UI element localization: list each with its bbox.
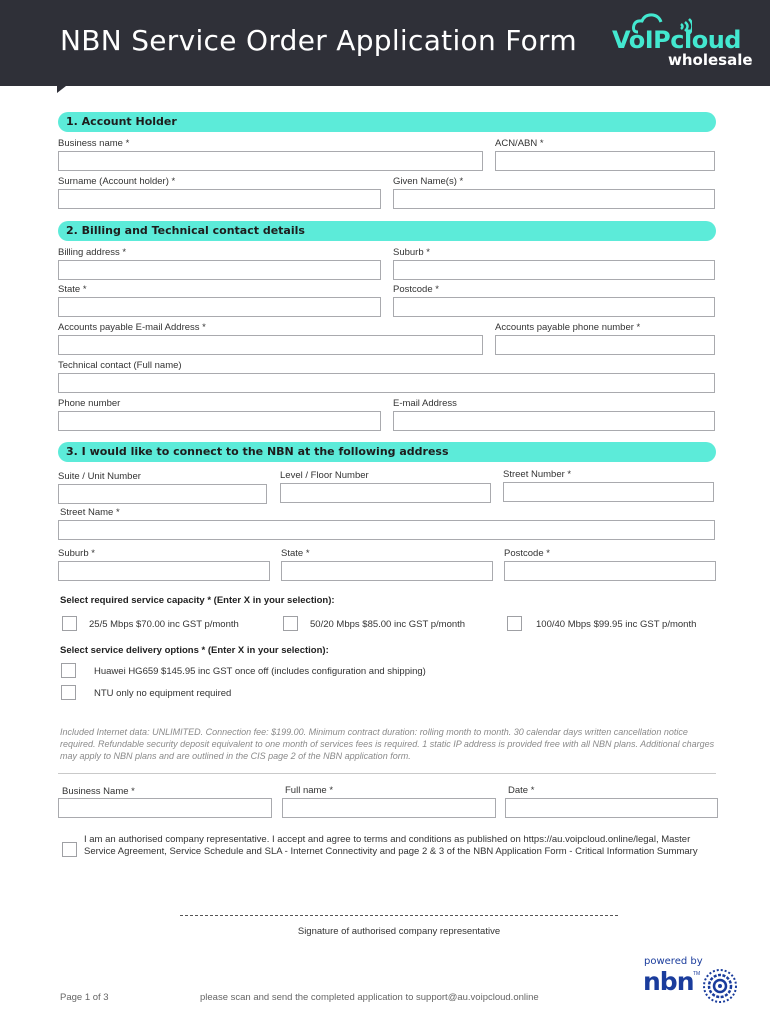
given-names-field[interactable]: [393, 189, 715, 209]
signature-label: Signature of authorised company representative: [297, 926, 501, 937]
billing-suburb-label: Suburb *: [393, 247, 430, 258]
capacity-50-label: 50/20 Mbps $85.00 inc GST p/month: [310, 619, 466, 630]
delivery-ntu-label: NTU only no equipment required: [94, 688, 232, 699]
section-billing-technical: 2. Billing and Technical contact details: [58, 221, 716, 241]
header-fold-mark: [57, 86, 66, 93]
signoff-full-name-label: Full name *: [285, 785, 334, 796]
surname-label: Surname (Account holder) *: [58, 176, 176, 187]
phone-field[interactable]: [58, 411, 381, 431]
capacity-50-checkbox[interactable]: [283, 616, 298, 631]
agreement-checkbox[interactable]: [62, 842, 77, 857]
capacity-heading: Select required service capacity * (Enter X in your selection):: [60, 595, 335, 606]
billing-state-label: State *: [58, 284, 87, 295]
ap-email-field[interactable]: [58, 335, 483, 355]
plan-terms-note: Included Internet data: UNLIMITED. Connection fee: $199.00. Minimum contract duration: rolling month to month. 30 calendar days written cancellation notice required. Refundable security deposit equivalent to one month of services fees is required. 1 static IP address is provided free with all NBN plans. Additional charges may apply to NBN plans and are outlined in the CIS page 2 of the NBN application form.: [60, 727, 715, 761]
delivery-ntu-checkbox[interactable]: [61, 685, 76, 700]
logo-text-wholesale: wholesale: [668, 51, 753, 69]
business-name-label: Business name *: [58, 138, 130, 149]
address-state-label: State *: [281, 548, 310, 559]
nbn-trademark: TM: [693, 971, 701, 977]
capacity-25-checkbox[interactable]: [62, 616, 77, 631]
tech-contact-label: Technical contact (Full name): [58, 360, 182, 371]
street-number-label: Street Number *: [503, 469, 572, 480]
given-names-label: Given Name(s) *: [393, 176, 464, 187]
signoff-date-label: Date *: [508, 785, 535, 796]
capacity-25-label: 25/5 Mbps $70.00 inc GST p/month: [89, 619, 239, 630]
page-header: [0, 0, 770, 86]
ap-email-label: Accounts payable E-mail Address *: [58, 322, 206, 333]
delivery-huawei-checkbox[interactable]: [61, 663, 76, 678]
signoff-date-field[interactable]: [505, 798, 718, 818]
nbn-wordmark: nbn: [643, 967, 694, 996]
level-label: Level / Floor Number: [280, 470, 369, 481]
suite-label: Suite / Unit Number: [58, 471, 141, 482]
signoff-business-name-label: Business Name *: [62, 786, 135, 797]
billing-suburb-field[interactable]: [393, 260, 715, 280]
capacity-100-checkbox[interactable]: [507, 616, 522, 631]
signoff-full-name-field[interactable]: [282, 798, 496, 818]
powered-by-text: powered by: [644, 956, 703, 967]
street-number-field[interactable]: [503, 482, 714, 502]
agreement-text: I am an authorised company representative. I accept and agree to terms and conditions as published on https://au.voipcloud.online/legal, Master Service Agreement, Service Schedule and SLA - Internet Connectivity and page 2 & 3 of the NBN Application Form - Critical Information Summary: [84, 834, 698, 857]
street-name-label: Street Name *: [60, 507, 120, 518]
ap-phone-label: Accounts payable phone number *: [495, 322, 641, 333]
level-field[interactable]: [280, 483, 491, 503]
delivery-heading: Select service delivery options * (Enter X in your selection):: [60, 645, 329, 656]
billing-address-label: Billing address *: [58, 247, 127, 258]
section-connection-address: 3. I would like to connect to the NBN at the following address: [58, 442, 716, 462]
section-account-holder: 1. Account Holder: [58, 112, 716, 132]
email-field[interactable]: [393, 411, 715, 431]
signature-line[interactable]: [180, 915, 618, 916]
street-name-field[interactable]: [58, 520, 715, 540]
business-name-field[interactable]: [58, 151, 483, 171]
address-postcode-field[interactable]: [504, 561, 716, 581]
billing-postcode-field[interactable]: [393, 297, 715, 317]
page-number: Page 1 of 3: [60, 992, 109, 1003]
nbn-swirl-icon: [702, 968, 738, 1004]
page-title: NBN Service Order Application Form: [60, 24, 577, 57]
billing-address-field[interactable]: [58, 260, 381, 280]
divider: [58, 773, 716, 774]
nbn-logo: [640, 956, 740, 1006]
surname-field[interactable]: [58, 189, 381, 209]
acn-abn-label: ACN/ABN *: [495, 138, 544, 149]
capacity-100-label: 100/40 Mbps $99.95 inc GST p/month: [536, 619, 697, 630]
footer-instructions: please scan and send the completed application to support@au.voipcloud.online: [200, 992, 539, 1003]
signoff-business-name-field[interactable]: [58, 798, 272, 818]
email-label: E-mail Address: [393, 398, 457, 409]
logo-text-voipcloud: VoIPcloud: [612, 26, 741, 54]
address-postcode-label: Postcode *: [504, 548, 550, 559]
phone-label: Phone number: [58, 398, 121, 409]
voipcloud-logo: [612, 12, 752, 72]
delivery-huawei-label: Huawei HG659 $145.95 inc GST once off (includes configuration and shipping): [94, 666, 426, 677]
tech-contact-field[interactable]: [58, 373, 715, 393]
address-state-field[interactable]: [281, 561, 493, 581]
acn-abn-field[interactable]: [495, 151, 715, 171]
address-suburb-field[interactable]: [58, 561, 270, 581]
ap-phone-field[interactable]: [495, 335, 715, 355]
billing-postcode-label: Postcode *: [393, 284, 439, 295]
address-suburb-label: Suburb *: [58, 548, 95, 559]
suite-field[interactable]: [58, 484, 267, 504]
billing-state-field[interactable]: [58, 297, 381, 317]
